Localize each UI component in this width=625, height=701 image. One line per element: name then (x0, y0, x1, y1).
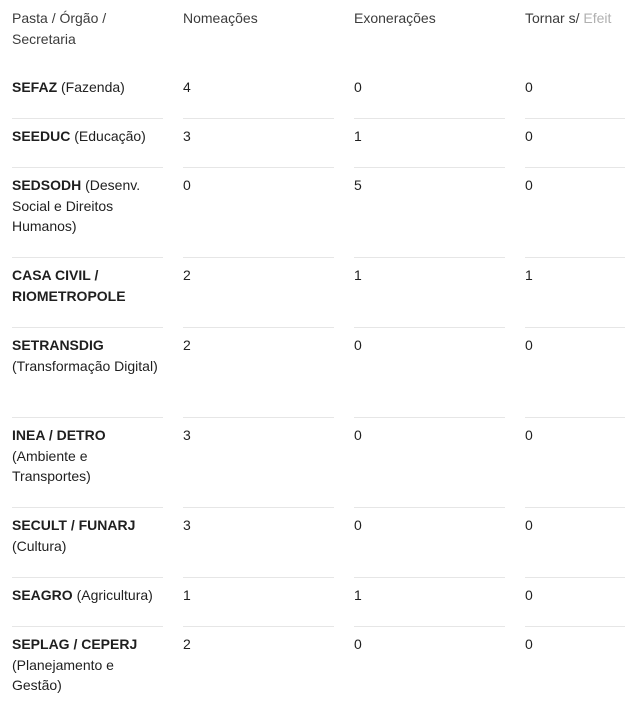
header-exoneracoes: Exonerações (354, 10, 436, 26)
row-exoneracoes: 1 (354, 578, 505, 627)
row-tornar: 0 (525, 636, 533, 652)
row-nomeacoes: 4 (183, 70, 334, 119)
table-row (12, 168, 625, 258)
row-desc: (Agricultura) (72, 587, 153, 603)
table-row (12, 418, 625, 508)
table-row (12, 70, 625, 119)
row-exoneracoes: 1 (354, 258, 505, 328)
table-row (12, 627, 625, 701)
row-abbr: SEPLAG / CEPERJ (12, 636, 138, 652)
table-row (12, 119, 625, 168)
row-nomeacoes: 2 (183, 636, 191, 652)
row-exoneracoes: 0 (354, 636, 362, 652)
row-tornar: 0 (525, 70, 625, 119)
row-abbr: SEAGRO (12, 587, 73, 603)
row-tornar: 0 (525, 328, 625, 418)
header-tornar-faded: Efeit (583, 10, 612, 26)
row-abbr: SECULT / FUNARJ (12, 517, 136, 533)
row-exoneracoes: 1 (354, 119, 505, 168)
row-abbr: SEEDUC (12, 128, 71, 144)
row-desc: (Cultura) (12, 537, 67, 554)
table-row (12, 508, 625, 578)
header-pasta: Pasta / Órgão / Secretaria (12, 10, 107, 47)
row-tornar: 0 (525, 168, 625, 258)
table-row (12, 258, 625, 328)
table-row (12, 578, 625, 627)
row-tornar: 0 (525, 418, 625, 508)
header-tornar-sem-efeito (525, 8, 625, 70)
row-nomeacoes: 3 (183, 418, 334, 508)
row-desc: (Desenv. Social e Direitos Humanos) (12, 177, 141, 234)
row-exoneracoes: 0 (354, 418, 505, 508)
row-tornar: 0 (525, 119, 625, 168)
row-nomeacoes: 2 (183, 258, 334, 328)
row-nomeacoes: 3 (183, 508, 334, 578)
table-header-row (12, 8, 625, 70)
row-abbr: CASA CIVIL / RIOMETROPOLE (12, 267, 126, 304)
row-tornar: 0 (525, 578, 625, 627)
table-scroll-container[interactable] (12, 8, 625, 701)
row-exoneracoes: 0 (354, 70, 505, 119)
row-abbr: INEA / DETRO (12, 427, 106, 443)
appointments-table (12, 8, 625, 701)
row-tornar: 1 (525, 258, 625, 328)
row-desc: (Planejamento e Gestão) (12, 656, 114, 693)
header-tornar-visible: Tornar s/ (525, 10, 584, 26)
row-exoneracoes: 0 (354, 508, 505, 578)
row-nomeacoes: 0 (183, 168, 334, 258)
row-desc: (Fazenda) (57, 79, 125, 95)
row-nomeacoes: 3 (183, 119, 334, 168)
row-abbr: SEDSODH (12, 177, 82, 193)
row-tornar: 0 (525, 508, 625, 578)
row-nomeacoes: 1 (183, 578, 334, 627)
row-desc: (Ambiente e Transportes) (12, 447, 91, 484)
row-desc: (Transformação Digital) (12, 357, 158, 374)
row-desc: (Educação) (70, 128, 146, 144)
header-nomeacoes: Nomeações (183, 10, 258, 26)
table-row (12, 328, 625, 418)
row-abbr: SETRANSDIG (12, 337, 104, 353)
row-abbr: SEFAZ (12, 79, 58, 95)
row-nomeacoes: 2 (183, 328, 334, 418)
row-exoneracoes: 5 (354, 168, 505, 258)
row-exoneracoes: 0 (354, 328, 505, 418)
